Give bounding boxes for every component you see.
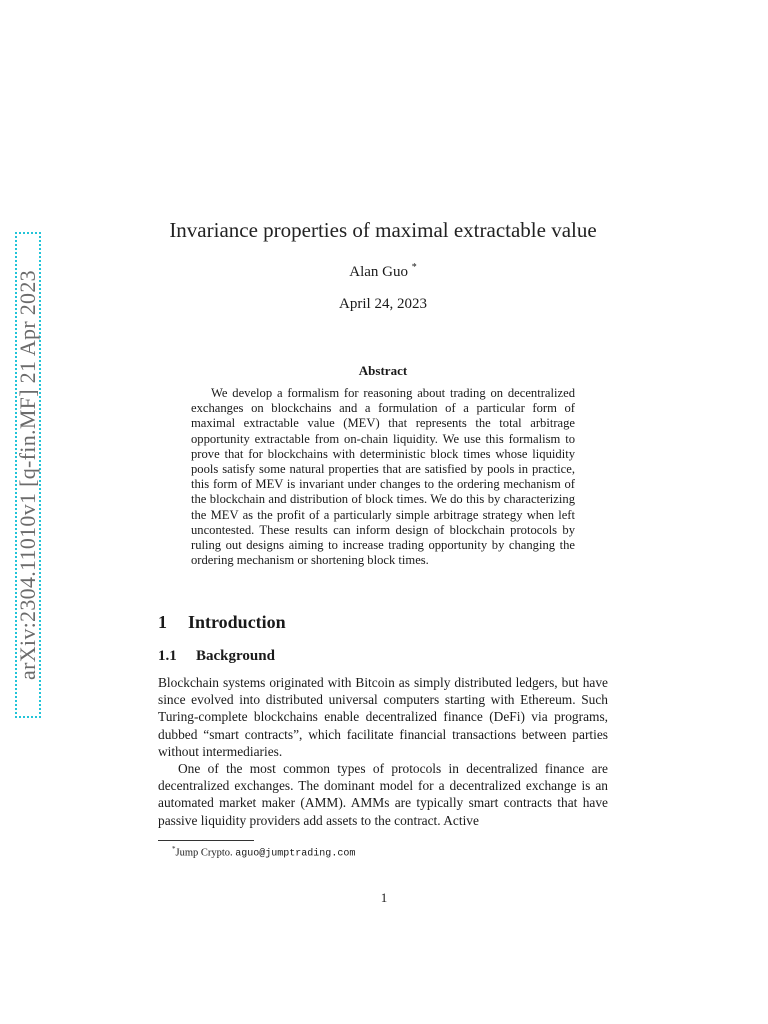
section-number: 1 [158, 612, 167, 632]
author-footnote-mark: * [411, 262, 417, 273]
abstract-text: We develop a formalism for reasoning about trading on decentralized exchanges on blockchains and a formulation of a particular form of maximal extractable value (MEV) that represents the total arbitrage opportunity extractable from on-chain liquidity. We use this formalism to prove that for blockchains with deterministic block times whose liquidity pools satisfy some natural properties that are satisfied by pools in practice, this form of MEV is invariant under changes to the ordering mechanism of the blockchain and distribution of block times. We do this by characterizing the MEV as the profit of a particularly simple arbitrage strategy when left uncontested. These results can inform design of blockchain protocols by ruling out designs aiming to increase trading opportunity by changing the ordering mechanism or shortening block times. [191, 386, 575, 568]
section-title: Introduction [188, 612, 286, 632]
arxiv-stamp [15, 232, 41, 718]
paragraph: One of the most common types of protocols in decentralized finance are decentralized exchanges. The dominant model for a decentralized exchange is an automated market maker (AMM). AMMs are typically smart contracts that have passive liquidity providers add assets to the contract. Active [158, 761, 608, 828]
footnote-mark: * [172, 845, 176, 853]
paragraph: Blockchain systems originated with Bitcoin as simply distributed ledgers, but have since evolved into distributed universal computers starting with Ethereum. Such Turing-complete blockchains enable decentralized finance (DeFi) via programs, dubbed “smart contracts”, which facilitate financial transactions between parties without intermediaries. [158, 675, 608, 759]
page-number: 1 [380, 890, 388, 905]
author-line [158, 262, 608, 281]
footnote-rule [158, 840, 254, 841]
body-text [158, 674, 608, 829]
paper-title: Invariance properties of maximal extractable value [169, 218, 597, 242]
paper-date: April 24, 2023 [339, 296, 427, 312]
subsection-heading [158, 648, 275, 665]
arxiv-identifier: arXiv:2304.11010v1 [q-fin.MF] 21 Apr 2023 [15, 270, 40, 680]
subsection-number: 1.1 [158, 648, 177, 664]
section-heading [158, 612, 286, 633]
abstract-heading: Abstract [358, 363, 408, 378]
footnote-text: Jump Crypto. [175, 847, 233, 859]
author-name: Alan Guo [349, 264, 408, 280]
footnote-email: aguo@jumptrading.com [235, 848, 356, 860]
footnote [172, 845, 355, 860]
subsection-title: Background [196, 648, 275, 664]
